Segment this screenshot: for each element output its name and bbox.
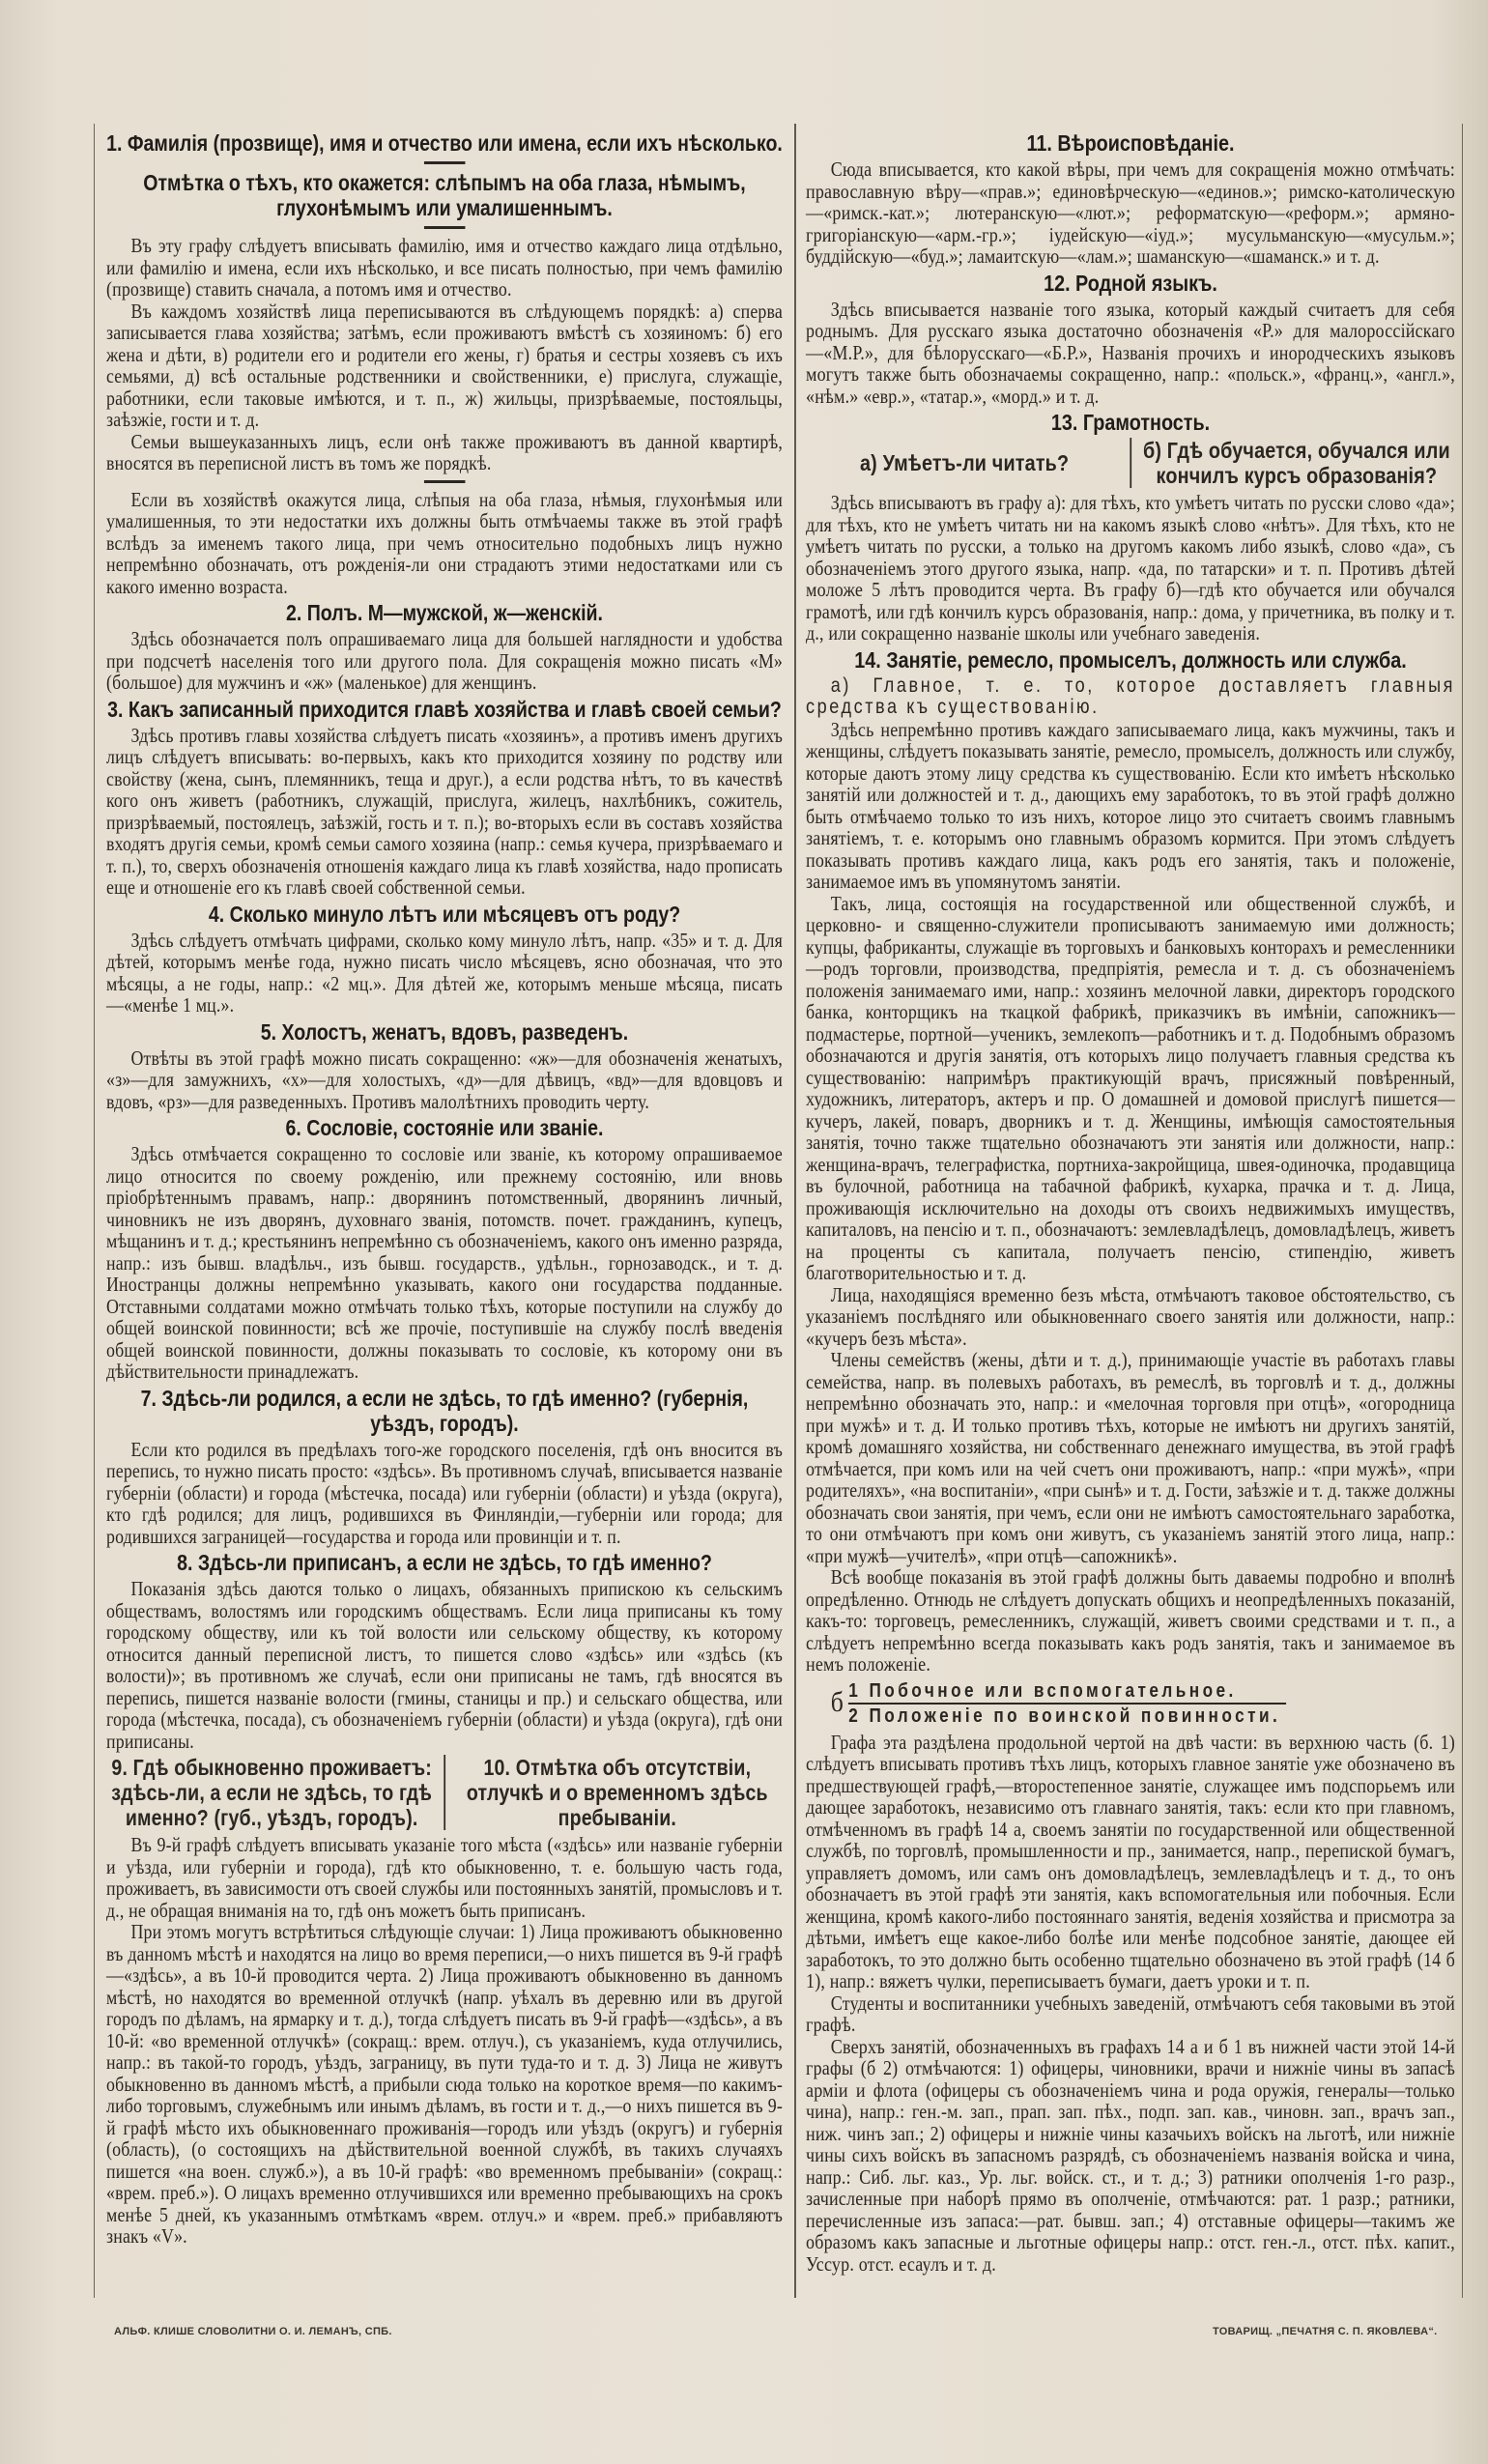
paragraph: Здѣсь вписывается названіе того языка, который каждый считаетъ для себя роднымъ. Для русскаго языка достаточно обозначенія «Р.» для малороссійскаго—«М.Р.», для бѣлорусскаго—«Б.Р.», Названія прочихъ и инородческихъ языковъ могутъ также быть обозначаемы сокращенно, напр.: «польск.», «франц.», «англ.», «нѣм.» «евр.», «татар.», «морд.» и т. д. — [806, 297, 1455, 408]
subheading-a: а) Умѣетъ-ли читать? — [859, 450, 1070, 475]
subheading-a: а) Главное, т. е. то, которое доставляетъ главныя средства къ существованію. — [806, 673, 1455, 718]
paragraph: Въ эту графу слѣдуетъ вписывать фамилію, имя и отчество каждаго лица отдѣльно, или фамилію и имена, если ихъ нѣсколько, и все писать полностью, при чемъ фамилію (прозвище) ставить сначала, а потомъ имя и отчество. — [106, 234, 783, 301]
section-heading: 4. Сколько минуло лѣтъ или мѣсяцевъ отъ роду? — [208, 901, 681, 927]
section-14-occupation — [806, 647, 1455, 2276]
section-heading: 5. Холостъ, женатъ, вдовъ, разведенъ. — [260, 1018, 629, 1045]
section-subheading: Отмѣтка о тѣхъ, кто окажется: слѣпымъ на оба глаза, нѣмымъ, глухонѣмымъ или умалишеннымъ. — [143, 170, 746, 220]
divider — [444, 1755, 445, 1830]
split-heading — [806, 438, 1455, 488]
paragraph: Показанія здѣсь даются только о лицахъ, обязанныхъ припискою къ сельскимъ обществамъ, волостямъ или городскимъ обществамъ. Если лица приписаны къ тому городскому обществу, или къ той волости или сельскому обществу, къ которому относится данный переписной листъ, то пишется слово «здѣсь» или «здѣсь (къ волости)»; въ противномъ же случаѣ, если они приписаны не тамъ, гдѣ вносятся въ перепись, пишется названіе волости (гмины, станицы и пр.) и сельскаго общества, или города (мѣстечка, посада), съ обозначеніемъ губерніи (области) и уѣзда (округа), гдѣ они приписаны. — [106, 1577, 783, 1753]
section-heading-10: 10. Отмѣтка объ отсутствіи, отлучкѣ и о временномъ здѣсь пребываніи. — [466, 1755, 768, 1830]
section-4-age — [106, 902, 783, 1017]
paragraph: Лица, находящіяся временно безъ мѣста, отмѣчаютъ таковое обстоятельство, съ указаніемъ послѣдняго или обыкновеннаго своего занятія или должности, напр.: «кучеръ безъ мѣста». — [806, 1282, 1455, 1350]
section-12-language — [806, 271, 1455, 408]
printer-imprint-right: ТОВАРИЩ. „ПЕЧАТНЯ С. П. ЯКОВЛЕВА“. — [1213, 2326, 1438, 2337]
paragraph: Здѣсь обозначается полъ опрашиваемаго лица для большей наглядности и удобства при подсчетѣ населенія того или другого пола. Для сокращенія можно писать «М» (большое) для мужчинъ и «ж» (маленькое) для женщинъ. — [106, 627, 783, 694]
paragraph: При этомъ могутъ встрѣтиться слѣдующіе случаи: 1) Лица проживаютъ обыкновенно въ данномъ мѣстѣ и находятся на лицо во время переписи,—о нихъ пишется въ 9-й графѣ—«здѣсь», а въ 10-й проводится черта. 2) Лица проживаютъ обыкновенно въ данномъ мѣстѣ, но находятся во временной отлучкѣ (напр. уѣхалъ въ деревню или въ другой городъ по дѣламъ, на ярмарку и т. д.), тогда слѣдуетъ писать въ 9-й графѣ—«здѣсь», а въ 10-й: «во временной отлучкѣ» (сокращ.: врем. отлуч.), съ указаніемъ, куда отлучились, напр.: въ такой-то городъ, уѣздъ, заграницу, въ пути туда-то и т. д. 3) Лица не живутъ обыкновенно въ данномъ мѣстѣ, а прибыли сюда только на короткое время—по какимъ-либо торговымъ, служебнымъ или инымъ дѣламъ, въ гости и т. д.,—о нихъ пишется въ 9-й графѣ мѣсто ихъ обыкновеннаго проживанія—городъ или уѣздъ (округъ) и губернія (область), (о состоящихъ на дѣйствительной военной службѣ, въ такихъ случаяхъ пишется «на воен. служб.»), а въ 10-й графѣ: «во временномъ пребываніи» (сокращ.: «врем. преб.»). О лицахъ временно отлучившихся или временно пребывающихъ на срокъ менѣе 5 дней, къ указаннымъ отмѣткамъ «врем. отлуч.» и «врем. преб.» прибавляютъ знакъ «V». — [106, 1920, 783, 2248]
section-heading: 3. Какъ записанный приходится главѣ хозяйства и главѣ своей семьи? — [107, 696, 782, 722]
divider — [424, 480, 466, 483]
section-heading: 7. Здѣсь-ли родился, а если не здѣсь, то гдѣ именно? (губернія, уѣздъ, городъ). — [140, 1385, 749, 1436]
right-column — [806, 128, 1455, 2275]
paragraph: Отвѣты въ этой графѣ можно писать сокращенно: «ж»—для обозначенія женатыхъ, «з»—для замужнихъ, «х»—для холостыхъ, «д»—для дѣвицъ, «вд»—для вдовцовъ и вдовъ, «рз»—для разведенныхъ. Противъ малолѣтнихъ проводить черту. — [106, 1046, 783, 1113]
paragraph: Здѣсь отмѣчается сокращенно то сословіе или званіе, къ которому опрашиваемое лицо относится по своему рожденію, или прежнему состоянію, или вновь пріобрѣтеннымъ правамъ, напр.: дворянинъ потомственный, дворянинъ личный, чиновникъ не изъ дворянъ, духовнаго званія, потомств. почет. гражданинъ, купецъ, мѣщанинъ и т. д.; крестьянинъ непремѣнно съ обозначеніемъ, какого онъ именно разряда, напр.: изъ бывш. владѣльч., изъ бывш. государств., удѣльн., горнозаводск., и т. д. Иностранцы должны непремѣнно указывать, какого они государства подданные. Отставными солдатами можно отмѣчать только тѣхъ, которые поступили на службу до общей воинской повинности; всѣ же прочіе, поступившіе на службу послѣ введенія общей воинской повинности, должны показывать то сословіе, къ которому они въ дѣйствительности принадлежатъ. — [106, 1142, 783, 1383]
paragraph: Такъ, лица, состоящія на государственной или общественной службѣ, и церковно- и священно-служители прописываютъ занимаемую ими должность; купцы, фабриканты, служащіе въ торговыхъ и банковыхъ конторахъ и ремесленники—родъ торговли, производства, предпріятія, ремесла и т. д. съ обозначеніемъ положенія занимаемаго ими, напр.: хозяинъ мелочной лавки, директоръ городского банка, конторщикъ на ткацкой фабрикѣ, приказчикъ въ имѣніи, сапожникъ—подмастерье, портной—ученикъ, землекопъ—работникъ и т. д. Подобнымъ образомъ обозначаются и другія занятія, отъ которыхъ лицо получаетъ главныя средства къ существованію: напримѣръ практикующій врачъ, присяжный повѣренный, художникъ, литераторъ, актеръ и пр. О домашней и домовой прислугѣ пишется—кучеръ, лакей, поваръ, дворникъ и т. д. Женщины, имѣющія самостоятельныя занятія, точно также тщательно обозначаютъ эти занятія или должности, напр.: женщина-врачъ, телеграфистка, портниха-закройщица, швея-одиночка, продавщица въ булочной, работница на табачной фабрикѣ, кухарка, прачка и т. д. Лица, проживающія исключительно на доходы отъ своихъ недвижимыхъ имуществъ, капиталовъ, на пенсію и т. п., обозначаютъ: землевладѣлецъ, домовладѣлецъ, живетъ на проценты съ капитала, получаетъ пенсію, стипендію, живетъ благотворительностью и т. д. — [806, 891, 1455, 1284]
section-heading: 14. Занятіе, ремесло, промыселъ, должность или служба. — [854, 646, 1407, 673]
divider — [1130, 438, 1131, 488]
paragraph: Сверхъ занятій, обозначенныхъ въ графахъ 14 а и б 1 въ нижней части этой 14-й графы (б 2) отмѣчаются: 1) офицеры, чиновники, врачи и нижніе чины въ запасѣ арміи и флота (офицеры съ обозначеніемъ чина и рода оружія, генералы—только чина), напр.: ген.-м. зап., прап. зап. пѣх., подп. зап. кав., чиновн. зап., врачъ зап., ниж. чинъ зап.; 2) офицеры и нижніе чины казачьихъ войскъ на льготѣ, или нижніе чины сихъ войскъ въ запасномъ разрядѣ, съ обозначеніемъ названія войска и чина, напр.: Сиб. льг. каз., Ур. льг. войск. ст., и т. д.; 3) ратники ополченія 1-го разр., зачисленные при наборѣ прямо въ ополченіе, отмѣчаются: рат. 1 разр.; ратники, перечисленные изъ запаса:—рат. бывш. зап.; 4) отставные офицеры—такимъ же образомъ какъ запасные и льготные офицеры напр.: отст. ген.-л., отст. пѣх. капит., Уссур. отст. есаулъ и т. д. — [806, 2034, 1455, 2276]
subheading-b2: 2 Положеніе по воинской повинности. — [848, 1705, 1281, 1727]
split-heading — [106, 1755, 783, 1830]
section-heading: 11. Вѣроисповѣданіе. — [1026, 130, 1235, 156]
subheading-b1: 1 Побочное или вспомогательное. — [848, 1679, 1286, 1705]
paragraph: Здѣсь слѣдуетъ отмѣчать цифрами, сколько кому минуло лѣтъ, напр. «35» и т. д. Для дѣтей, которымъ менѣе года, нужно писать число мѣсяцевъ, ясно обозначая, что это мѣсяцы, а не годы, напр.: «2 мц.». Для дѣтей же, которымъ меньше мѣсяца, писать—«менѣе 1 мц.». — [106, 928, 783, 1017]
section-6-estate — [106, 1115, 783, 1383]
section-heading: 6. Сословіе, состояніе или званіе. — [285, 1115, 604, 1140]
section-heading: 2. Полъ. М—мужской, ж—женскій. — [285, 600, 603, 625]
section-8-registration — [106, 1550, 783, 1752]
paragraph: Графа эта раздѣлена продольной чертой на двѣ части: въ верхнюю часть (б. 1) слѣдуетъ вписывать противъ тѣхъ лицъ, которыхъ главное занятіе уже обозначено въ предшествующей графѣ,—второстепенное занятіе, служащее имъ подспорьемъ или дающее заработокъ, независимо отъ главнаго занятія, такъ: если кто при главномъ, отмѣченномъ въ графѣ 14 а, своемъ занятіи по государственной или общественной службѣ, по торговлѣ, промышленности и пр., занимается, напр., перепиской бумагъ, управляетъ домомъ, или самъ онъ домовладѣлецъ, землевладѣлецъ и т. д., то онъ обозначаетъ въ этой графѣ эти занятія, какъ вспомогательныя или побочныя. Если женщина, кромѣ какого-либо постояннаго занятія, веденія хозяйства и присмотра за дѣтьми, имѣетъ еще какое-либо болѣе или менѣе подсобное занятіе, дающее ей заработокъ, то это должно быть особенно тщательно обозначено въ этой графѣ (14 б 1), напр.: вяжетъ чулки, переписываетъ бумаги, даетъ уроки и т. п. — [806, 1730, 1455, 1992]
column-divider — [794, 124, 796, 2298]
section-heading-9: 9. Гдѣ обыкновенно проживаетъ: здѣсь-ли, а если не здѣсь, то гдѣ именно? (губ., уѣздъ, городъ). — [111, 1755, 433, 1830]
paragraph: Здѣсь вписываютъ въ графу а): для тѣхъ, кто умѣетъ читать по русски слово «да»; для тѣхъ, кто не умѣетъ читать ни на какомъ языкѣ слово «нѣтъ». Для тѣхъ, кто не умѣетъ читать по русски, а только на другомъ какомъ либо языкѣ, слово «да», съ обозначеніемъ этого другого языка, напр. «да, по татарски» и т. п. Противъ дѣтей моложе 5 лѣтъ проводится черта. Въ графу б)—гдѣ кто обучается или обучался грамотѣ, или гдѣ кончилъ курсъ образованія, напр.: дома, у причетника, въ полку и т. д., или сокращенно названіе школы или учебнаго заведенія. — [806, 491, 1455, 645]
divider — [424, 226, 466, 229]
paragraph: Въ каждомъ хозяйствѣ лица переписываются въ слѣдующемъ порядкѣ: а) сперва записывается глава хозяйства; затѣмъ, если проживаютъ вмѣстѣ съ хозяиномъ: б) его жена и дѣти, в) родители его и родители его жены, г) братья и сестры хозяевъ съ ихъ семьями, д) всѣ остальные родственники и свойственники, е) прислуга, служащіе, работники, если таковые имѣются, и т. п., ж) жильцы, призрѣваемые, постояльцы, заѣзжіе, гости и т. д. — [106, 299, 783, 431]
section-1-name — [106, 130, 783, 597]
paragraph: Семьи вышеуказанныхъ лицъ, если онѣ также проживаютъ въ данной квартирѣ, вносятся въ переписной листъ въ томъ же порядкѣ. — [106, 429, 783, 474]
paragraph: Если кто родился въ предѣлахъ того-же городского поселенія, гдѣ онъ вносится въ перепись, то нужно писать просто: «здѣсь». Въ противномъ случаѣ, вписывается названіе губерніи (области) и города (мѣстечка, посада) или губерніи (области) и уѣзда (округа), кто гдѣ родился; для лицъ, родившихся въ Финляндіи,—губерніи или города; для родившихся заграницей—государства и города или провинціи и т. п. — [106, 1437, 783, 1548]
paragraph: Здѣсь противъ главы хозяйства слѣдуетъ писать «хозяинъ», а противъ именъ другихъ лицъ слѣдуетъ вписывать: во-первыхъ, какъ кто приходится хозяину по родству или свойству (жена, сынъ, племянникъ, теща и друг.), а если родства нѣтъ, то въ качествѣ кого онъ живетъ (работникъ, служащій, прислуга, жилецъ, нахлѣбникъ, сожитель, призрѣваемый, постоялецъ, заѣзжій, гость и т. п.); во-вторыхъ если въ составъ хозяйства входятъ другія семьи, кромѣ семьи самого хозяина (напр.: семья кучера, призрѣваемаго и т. п.), то, сверхъ обозначенія отношенія каждаго лица къ главѣ хозяйства, надо прописать еще и отношеніе его къ главѣ своей собственной семьи. — [106, 723, 783, 899]
subheading-b: б) Гдѣ обучается, обучался или кончилъ курсъ образованія? — [1142, 438, 1450, 488]
section-7-birthplace — [106, 1386, 783, 1548]
paragraph: Въ 9-й графѣ слѣдуетъ вписывать указаніе того мѣста («здѣсь» или названіе губерніи и уѣзда, или губерніи и города), гдѣ кто обыкновенно, т. е. большую часть года, проживаетъ, въ зависимости отъ своей службы или постоянныхъ занятій, промысловъ и т. д., не обращая вниманія на то, гдѣ онъ можетъ быть приписанъ. — [106, 1833, 783, 1922]
section-9-10-residence — [106, 1755, 783, 2248]
section-13-literacy — [806, 410, 1455, 645]
paragraph: Студенты и воспитанники учебныхъ заведеній, отмѣчаютъ себя таковыми въ этой графѣ. — [806, 1991, 1455, 2036]
paragraph: Если въ хозяйствѣ окажутся лица, слѣпыя на оба глаза, нѣмыя, глухонѣмыя или умалишенныя, то эти недостатки ихъ должны быть отмѣчаемы также въ этой графѣ вслѣдъ за именемъ такого лица, при чемъ относительно подобныхъ лицъ нужно непремѣнно обозначать, отъ рожденія-ли они страдаютъ этими недостатками или съ какого именно возраста. — [106, 487, 783, 598]
section-5-marital — [106, 1019, 783, 1113]
left-column — [106, 128, 783, 2248]
section-heading: 8. Здѣсь-ли приписанъ, а если не здѣсь, то гдѣ именно? — [177, 1550, 712, 1575]
section-2-sex — [106, 600, 783, 694]
paragraph: Члены семействъ (жены, дѣти и т. д.), принимающіе участіе въ работахъ главы семейства, напр. въ полевыхъ работахъ, въ ремеслѣ, въ торговлѣ и т. д., должны непремѣнно обозначать это, напр.: и «мелочная торговля при отцѣ», «огородница при мужѣ» и т. д. И только противъ тѣхъ, которые не имѣютъ ни другихъ занятій, кромѣ домашняго хозяйства, ни собственнаго денежнаго имущества, въ этой графѣ отмѣчается, при комъ или на чей счетъ они проживаютъ, напр.: «при мужѣ», «при родителяхъ», «на воспитаніи», «при сынѣ» и т. д. Гости, заѣзжіе и т. д. также должны обозначать свои занятія, при чемъ, если они не имѣютъ самостоятельнаго заработка, то они отмѣчаютъ при комъ они живутъ, съ указаніемъ занятій этого лица, напр.: «при мужѣ—учителѣ», «при отцѣ—сапожникѣ». — [806, 1348, 1455, 1567]
printer-imprint-left: АЛЬФ. КЛИШЕ СЛОВОЛИТНИ О. И. ЛЕМАНЪ, СПБ. — [114, 2326, 392, 2337]
section-heading: 12. Родной языкъ. — [1044, 270, 1217, 296]
subheading-b-letter: б — [830, 1686, 844, 1719]
paragraph: Сюда вписывается, кто какой вѣры, при чемъ для сокращенія можно отмѣчать: православную вѣру—«прав.»; единовѣрческую—«единов.»; римско-католическую—«римск.-кат.»; лютеранскую—«лют.»; реформатскую—«реформ.»; армяно-григоріанскую—«арм.-гр.»; іудейскую—«іуд.»; мусульманскую—«мусульм.»; буддійскую—«буд.»; ламаитскую—«лам.»; шаманскую—«шаманск.» и т. д. — [806, 158, 1455, 268]
section-11-religion — [806, 130, 1455, 268]
subheading-b-lines — [848, 1679, 1286, 1728]
divider — [424, 161, 466, 164]
paragraph: Всѣ вообще показанія въ этой графѣ должны быть даваемы подробно и вполнѣ опредѣленно. Отнюдь не слѣдуетъ допускать общихъ и неопредѣленныхъ показаній, какъ-то: торговецъ, ремесленникъ, служащій, живетъ своими средствами и т. п., а слѣдуетъ непремѣнно всегда показывать какъ родъ занятія, такъ и занимаемое въ немъ положеніе. — [806, 1565, 1455, 1676]
section-3-relation — [106, 697, 783, 899]
section-heading: 13. Грамотность. — [1050, 410, 1211, 435]
section-heading: 1. Фамилія (прозвище), имя и отчество или имена, если ихъ нѣсколько. — [106, 130, 783, 156]
paragraph: Здѣсь непремѣнно противъ каждаго записываемаго лица, какъ мужчины, такъ и женщины, слѣдуетъ показывать занятіе, ремесло, промыселъ, должность или службу, которые даютъ этому лицу средства къ существованію. Если кто имѣетъ нѣсколько занятій или должностей и т. д., дающихъ ему заработокъ, то въ этой графѣ должно быть отмѣчаемо только то изъ нихъ, которое лицо это считаетъ своимъ главнымъ занятіемъ, т. е. которымъ оно главнымъ образомъ кормится. При этомъ слѣдуетъ показывать противъ каждаго лица, какъ родъ его занятія, такъ и положеніе, занимаемое имъ въ упомянутомъ занятіи. — [806, 717, 1455, 893]
subheading-b — [831, 1679, 1455, 1728]
